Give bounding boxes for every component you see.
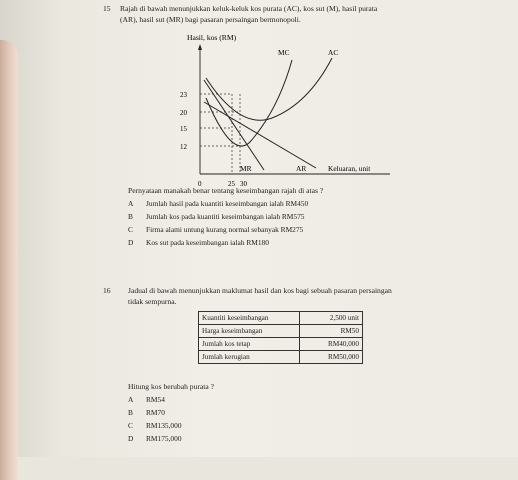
- mr-curve: [204, 80, 264, 170]
- q16-option-b-letter: B: [128, 408, 133, 417]
- table-cell-label: Jumlah kos tetap: [199, 338, 300, 351]
- ar-curve: [204, 102, 316, 168]
- table-cell-value: RM40,000: [300, 338, 363, 351]
- table-cell-label: Harga keseimbangan: [199, 325, 300, 338]
- q15-option-d-letter: D: [128, 238, 134, 247]
- table-cell-value: 2,500 unit: [300, 312, 363, 325]
- ac-label: AC: [328, 48, 339, 57]
- y-axis-label: Hasil, kos (RM): [187, 33, 237, 42]
- q16-option-d-letter: D: [128, 434, 134, 443]
- question-15-number: 15: [103, 4, 111, 13]
- table-cell-label: Jumlah kerugian: [199, 351, 300, 364]
- q15-option-a[interactable]: Jumlah hasil pada kuantiti keseimbangan ialah RM450: [146, 199, 309, 208]
- table-row: [199, 325, 363, 338]
- q15-option-c-letter: C: [128, 225, 133, 234]
- mc-label: MC: [278, 48, 290, 57]
- q16-option-c-letter: C: [128, 421, 133, 430]
- q15-option-a-letter: A: [128, 199, 134, 208]
- table-row: [199, 338, 363, 351]
- q15-option-d[interactable]: Kos sut pada keseimbangan ialah RM180: [146, 238, 269, 247]
- x-tick-25: 25: [228, 180, 235, 188]
- table-cell-value: RM50: [300, 325, 363, 338]
- x-tick-30: 30: [240, 180, 247, 188]
- question-16-number: 16: [103, 286, 111, 295]
- mr-label: MR: [240, 164, 252, 173]
- q15-option-b-letter: B: [128, 212, 133, 221]
- y-tick-20: 20: [180, 109, 187, 117]
- q16-option-b[interactable]: RM70: [146, 408, 165, 417]
- y-axis-arrow: [198, 44, 202, 50]
- table-row: [199, 312, 363, 325]
- table-cell-label: Kuantiti keseimbangan: [199, 312, 300, 325]
- q16-option-d[interactable]: RM175,000: [146, 434, 182, 443]
- y-tick-15: 15: [180, 125, 187, 133]
- y-tick-23: 23: [180, 91, 187, 99]
- question-15-text-line2: (AR), hasil sut (MR) bagi pasaran persaingan bermonopoli.: [120, 15, 301, 24]
- x-tick-0: 0: [198, 180, 202, 188]
- cost-revenue-chart: [160, 30, 400, 190]
- table-row: [199, 351, 363, 364]
- question-15-text-line1: Rajah di bawah menunjukkan keluk-keluk kos purata (AC), kos sut (M), hasil purata: [120, 4, 378, 13]
- question-16-prompt: Hitung kos berubah purata ?: [128, 382, 215, 391]
- q15-option-b[interactable]: Jumlah kos pada kuantiti keseimbangan ialah RM575: [146, 212, 305, 221]
- ar-label: AR: [296, 164, 307, 173]
- finger-overlay: [0, 40, 18, 480]
- question-15-statement: Pernyataan manakah benar tentang keseimbangan rajah di atas ?: [128, 186, 324, 195]
- q15-option-c[interactable]: Firma alami untung kurang normal sebanyak RM275: [146, 225, 304, 234]
- q16-option-a[interactable]: RM54: [146, 395, 165, 404]
- q16-option-a-letter: A: [128, 395, 134, 404]
- table-cell-value: RM50,000: [300, 351, 363, 364]
- q16-option-c[interactable]: RM135,000: [146, 421, 182, 430]
- question-16-text-line2: tidak sempurna.: [128, 297, 177, 306]
- x-axis-label: Keluaran, unit: [328, 164, 371, 173]
- question-16-text-line1: Jadual di bawah menunjukkan maklumat hasil dan kos bagi sebuah pasaran persaingan: [128, 286, 392, 295]
- y-tick-12: 12: [180, 143, 187, 151]
- cost-table: [198, 311, 363, 364]
